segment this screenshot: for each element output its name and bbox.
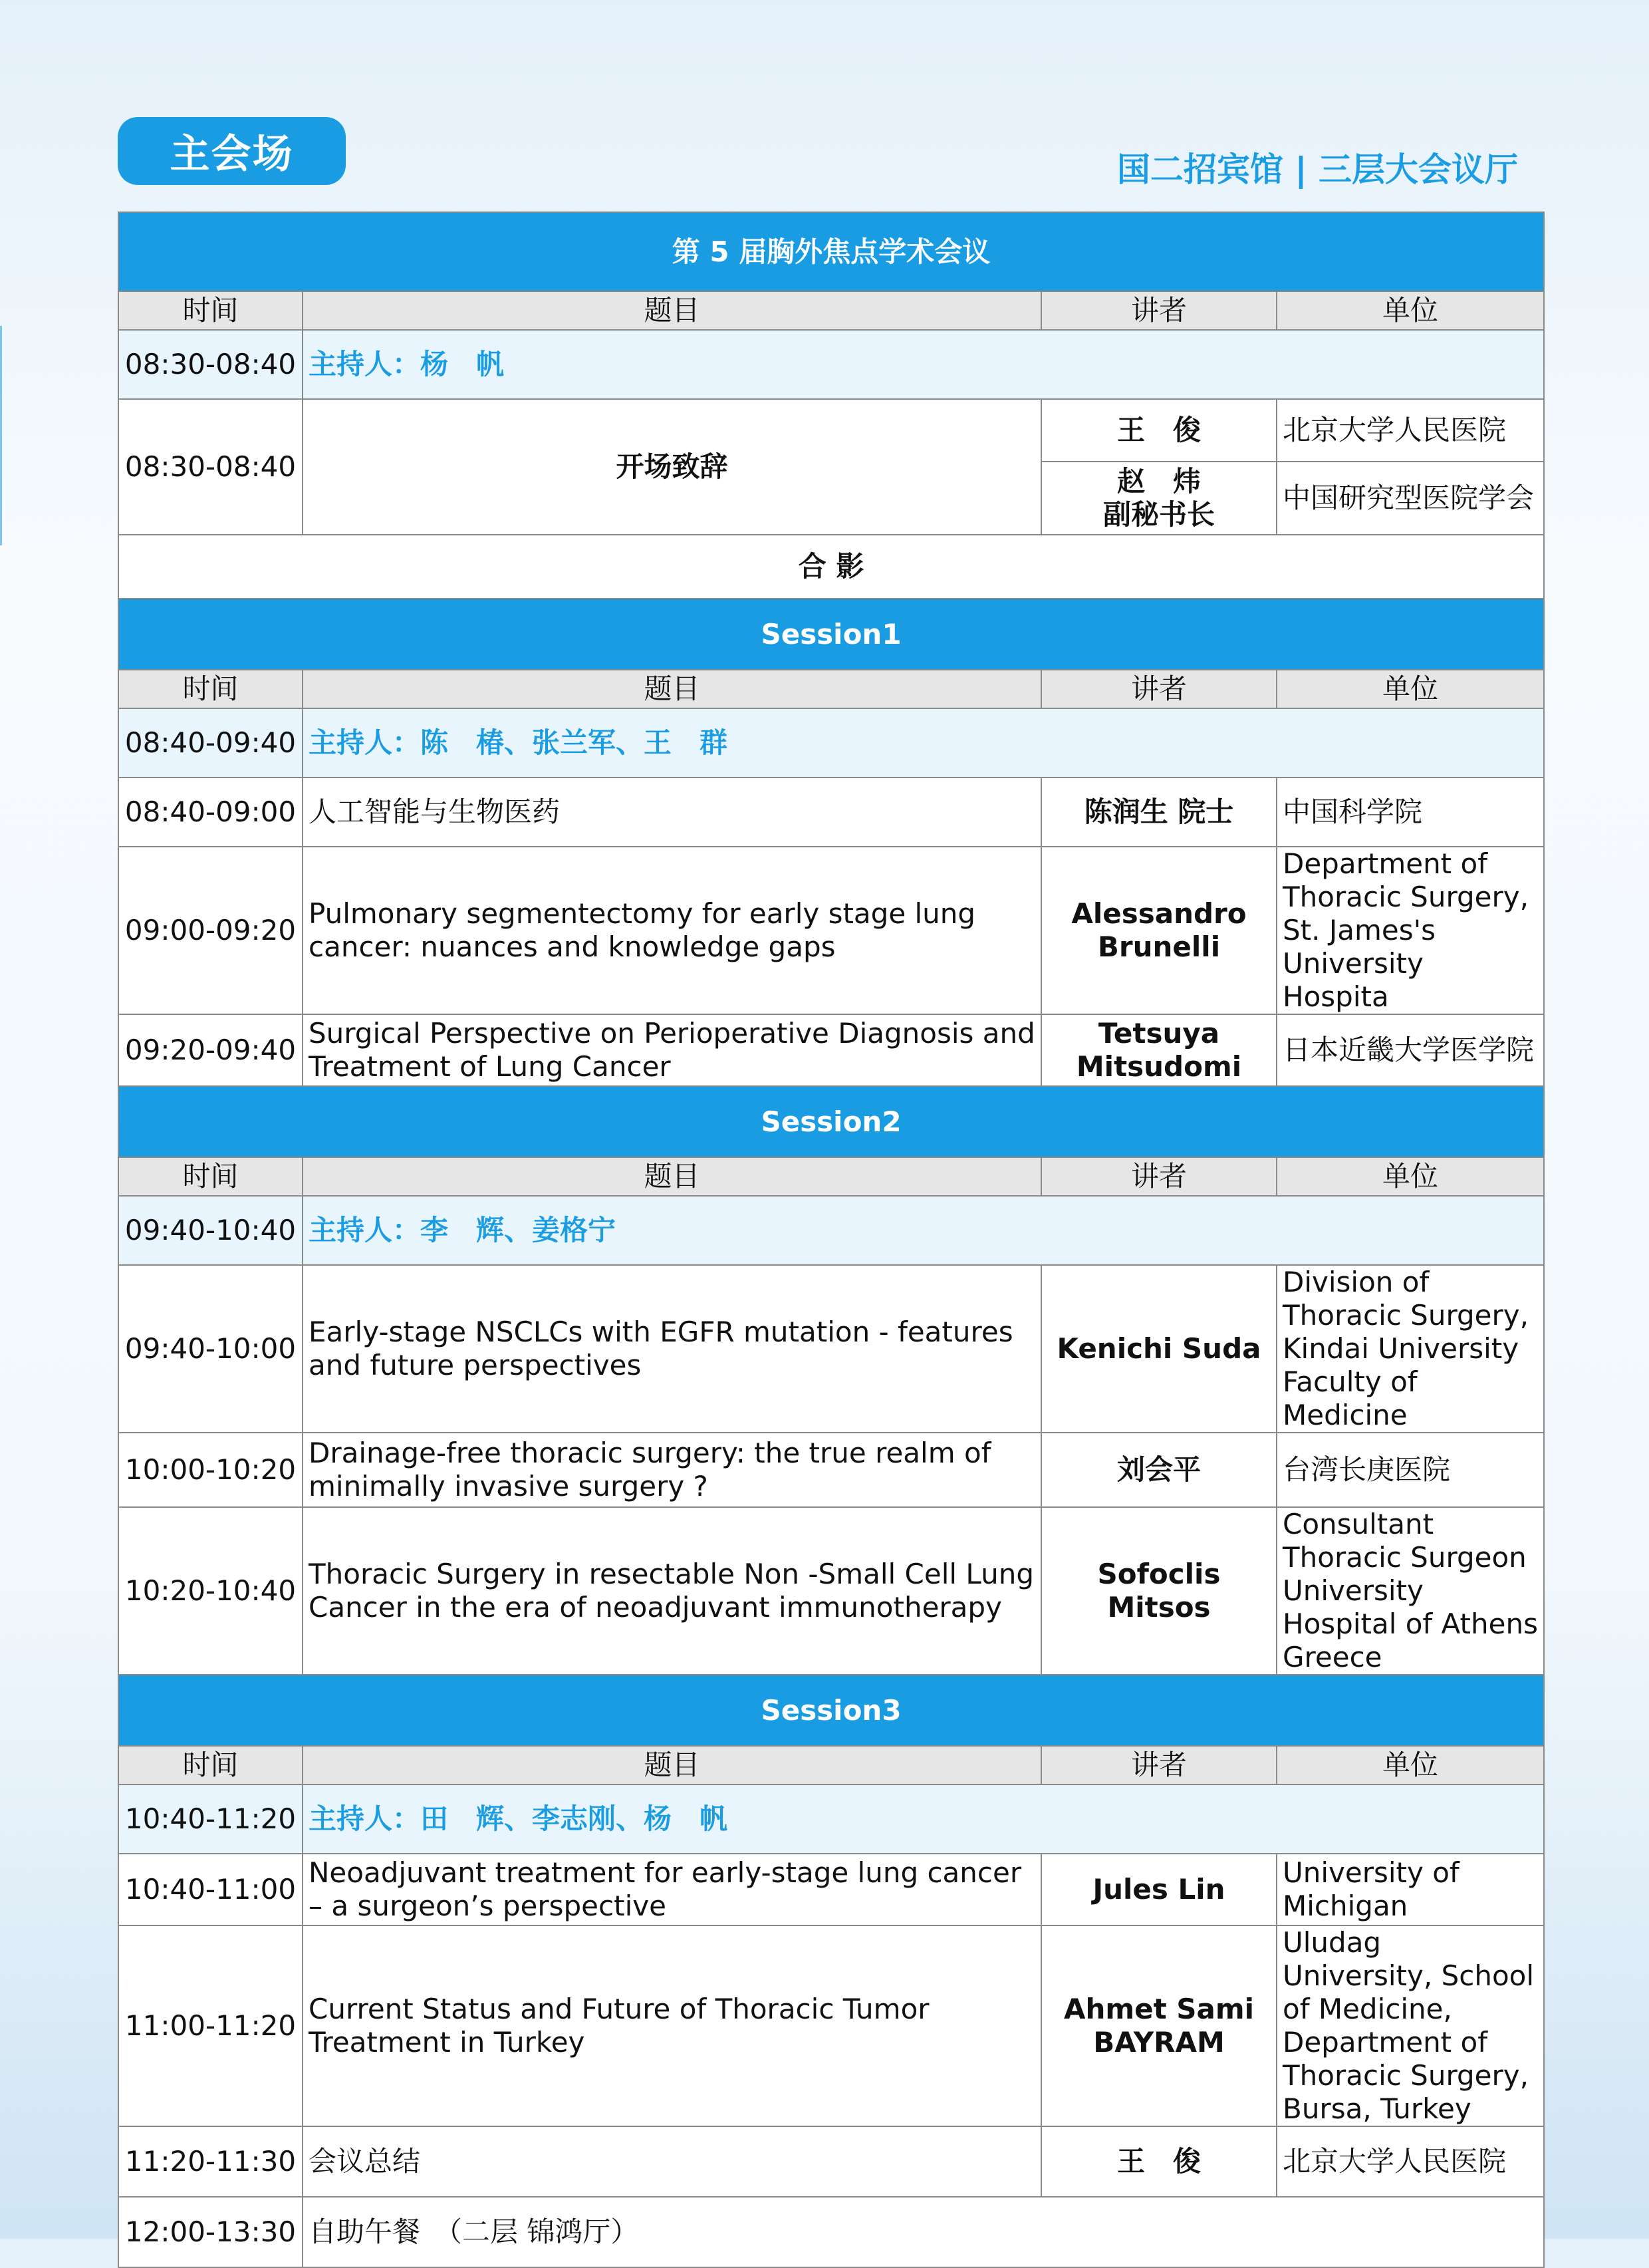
conference-title: 第 5 届胸外焦点学术会议 — [118, 212, 1544, 291]
chair-names: 主持人：陈 椿、张兰军、王 群 — [303, 708, 1544, 778]
talk-speaker: 刘会平 — [1041, 1433, 1277, 1507]
col-speaker-header: 讲者 — [1041, 291, 1277, 330]
col-affiliation-header: 单位 — [1277, 1746, 1544, 1784]
col-speaker-header: 讲者 — [1041, 1746, 1277, 1784]
talk-affiliation: University of Michigan — [1277, 1854, 1544, 1925]
talk-row — [118, 1507, 1544, 1675]
lunch-row — [118, 2197, 1544, 2267]
lunch-time: 12:00-13:30 — [118, 2197, 303, 2267]
talk-affiliation: 日本近畿大学医学院 — [1277, 1014, 1544, 1086]
venue-badge: 主会场 — [118, 117, 346, 185]
talk-speaker: 王 俊 — [1041, 399, 1277, 462]
talk-topic: Current Status and Future of Thoracic Tumor Treatment in Turkey — [303, 1925, 1041, 2126]
talk-time: 09:40-10:00 — [118, 1265, 303, 1433]
session-title-row — [118, 1675, 1544, 1746]
talk-topic: 会议总结 — [303, 2126, 1041, 2197]
col-speaker-header: 讲者 — [1041, 1157, 1277, 1196]
talk-time: 08:40-09:00 — [118, 778, 303, 847]
column-header-row — [118, 670, 1544, 708]
chair-time: 09:40-10:40 — [118, 1196, 303, 1265]
talk-time: 09:00-09:20 — [118, 847, 303, 1014]
talk-speaker: Ahmet Sami BAYRAM — [1041, 1925, 1277, 2126]
col-time-header: 时间 — [118, 291, 303, 330]
chair-time: 08:30-08:40 — [118, 330, 303, 399]
chair-names: 主持人：李 辉、姜格宁 — [303, 1196, 1544, 1265]
session-chair-row — [118, 1784, 1544, 1854]
talk-time: 09:20-09:40 — [118, 1014, 303, 1086]
edge-accent — [0, 326, 2, 545]
talk-time: 11:00-11:20 — [118, 1925, 303, 2126]
agenda-table — [118, 212, 1545, 2268]
col-topic-header: 题目 — [303, 670, 1041, 708]
talk-speaker: 陈润生 院士 — [1041, 778, 1277, 847]
chair-names: 主持人：田 辉、李志刚、杨 帆 — [303, 1784, 1544, 1854]
talk-affiliation: 中国研究型医院学会 — [1277, 462, 1544, 535]
session-title: Session1 — [118, 599, 1544, 670]
talk-row — [118, 1433, 1544, 1507]
talk-topic: Early-stage NSCLCs with EGFR mutation - features and future perspectives — [303, 1265, 1041, 1433]
talk-speaker: Tetsuya Mitsudomi — [1041, 1014, 1277, 1086]
opening-chair-row — [118, 330, 1544, 399]
col-time-header: 时间 — [118, 1157, 303, 1196]
talk-topic: Surgical Perspective on Perioperative Diagnosis and Treatment of Lung Cancer — [303, 1014, 1041, 1086]
col-affiliation-header: 单位 — [1277, 1157, 1544, 1196]
talk-speaker: Kenichi Suda — [1041, 1265, 1277, 1433]
talk-speaker: Sofoclis Mitsos — [1041, 1507, 1277, 1675]
talk-topic: 人工智能与生物医药 — [303, 778, 1041, 847]
talk-time: 11:20-11:30 — [118, 2126, 303, 2197]
session-title: Session2 — [118, 1086, 1544, 1157]
talk-topic: Pulmonary segmentectomy for early stage lung cancer: nuances and knowledge gaps — [303, 847, 1041, 1014]
chair-time: 08:40-09:40 — [118, 708, 303, 778]
talk-affiliation: 北京大学人民医院 — [1277, 399, 1544, 462]
talk-affiliation: Department of Thoracic Surgery, St. James's University Hospita — [1277, 847, 1544, 1014]
talk-topic: Thoracic Surgery in resectable Non -Small Cell Lung Cancer in the era of neoadjuvant immunotherapy — [303, 1507, 1041, 1675]
talk-row — [118, 1854, 1544, 1925]
talk-topic: Neoadjuvant treatment for early-stage lung cancer – a surgeon’s perspective — [303, 1854, 1041, 1925]
talk-row — [118, 1925, 1544, 2126]
talk-affiliation: 中国科学院 — [1277, 778, 1544, 847]
talk-speaker: 赵 炜 副秘书长 — [1041, 462, 1277, 535]
session-title-row — [118, 1086, 1544, 1157]
conference-title-row — [118, 212, 1544, 291]
group-photo-row — [118, 535, 1544, 599]
col-time-header: 时间 — [118, 670, 303, 708]
col-affiliation-header: 单位 — [1277, 670, 1544, 708]
talk-speaker: 王 俊 — [1041, 2126, 1277, 2197]
talk-affiliation: 北京大学人民医院 — [1277, 2126, 1544, 2197]
opening-talk-row — [118, 399, 1544, 462]
talk-affiliation: Uludag University, School of Medicine, Department of Thoracic Surgery, Bursa, Turkey — [1277, 1925, 1544, 2126]
talk-topic: 开场致辞 — [303, 399, 1041, 535]
talk-time: 10:20-10:40 — [118, 1507, 303, 1675]
talk-row — [118, 1265, 1544, 1433]
session-title: Session3 — [118, 1675, 1544, 1746]
talk-speaker: Jules Lin — [1041, 1854, 1277, 1925]
talk-affiliation: Division of Thoracic Surgery, Kindai University Faculty of Medicine — [1277, 1265, 1544, 1433]
venue-location: 国二招宾馆 | 三层大会议厅 — [1116, 150, 1518, 189]
column-header-row — [118, 291, 1544, 330]
talk-topic: Drainage-free thoracic surgery: the true realm of minimally invasive surgery ? — [303, 1433, 1041, 1507]
session-chair-row — [118, 1196, 1544, 1265]
talk-affiliation: 台湾长庚医院 — [1277, 1433, 1544, 1507]
talk-row — [118, 847, 1544, 1014]
chair-time: 10:40-11:20 — [118, 1784, 303, 1854]
talk-affiliation: Consultant Thoracic Surgeon University Hospital of Athens Greece — [1277, 1507, 1544, 1675]
talk-row — [118, 778, 1544, 847]
col-topic-header: 题目 — [303, 1157, 1041, 1196]
chair-names: 主持人：杨 帆 — [303, 330, 1544, 399]
session-chair-row — [118, 708, 1544, 778]
col-time-header: 时间 — [118, 1746, 303, 1784]
col-topic-header: 题目 — [303, 291, 1041, 330]
col-speaker-header: 讲者 — [1041, 670, 1277, 708]
column-header-row — [118, 1746, 1544, 1784]
talk-time: 10:00-10:20 — [118, 1433, 303, 1507]
talk-time: 10:40-11:00 — [118, 1854, 303, 1925]
session-title-row — [118, 599, 1544, 670]
col-topic-header: 题目 — [303, 1746, 1041, 1784]
column-header-row — [118, 1157, 1544, 1196]
col-affiliation-header: 单位 — [1277, 291, 1544, 330]
talk-speaker: Alessandro Brunelli — [1041, 847, 1277, 1014]
lunch-text: 自助午餐 （二层 锦鸿厅） — [303, 2197, 1544, 2267]
talk-row — [118, 1014, 1544, 1086]
talk-row — [118, 2126, 1544, 2197]
group-photo: 合 影 — [118, 535, 1544, 599]
talk-time: 08:30-08:40 — [118, 399, 303, 535]
